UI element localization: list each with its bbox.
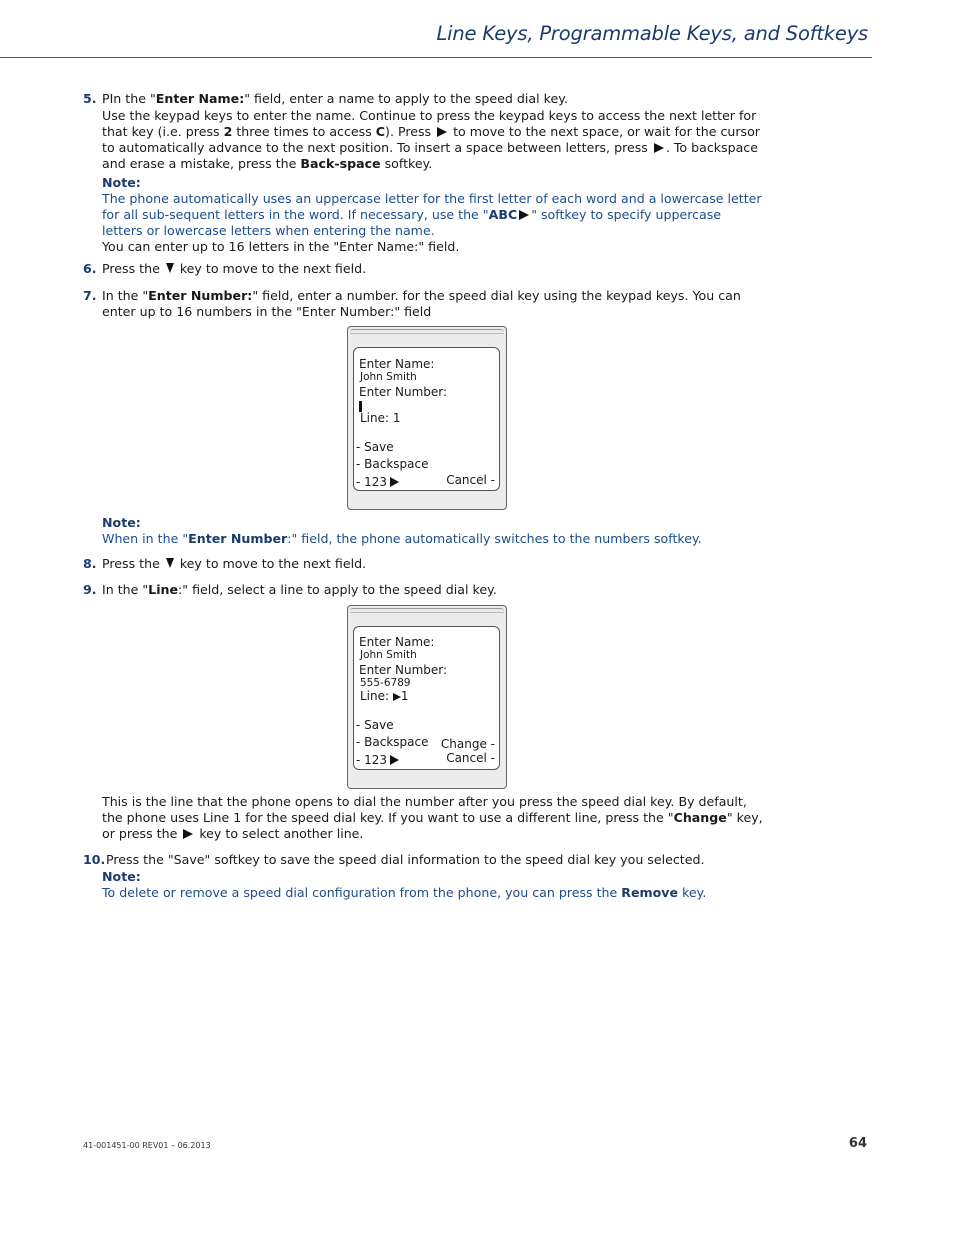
numbers-softkey[interactable]: - 123	[356, 475, 399, 489]
step-number: 7.	[83, 288, 97, 303]
note-label: Note:	[102, 175, 141, 190]
save-softkey[interactable]: - Save	[356, 440, 394, 454]
change-softkey[interactable]: Change -	[440, 737, 495, 751]
right-arrow-icon	[654, 143, 664, 153]
backspace-softkey[interactable]: - Backspace	[356, 735, 429, 749]
right-arrow-icon	[390, 477, 399, 487]
step-number: 5.	[83, 91, 97, 106]
right-arrow-icon	[390, 755, 399, 765]
note-text: When in the "Enter Number:" field, the phone automatically switches to the numbers softkey.	[102, 531, 702, 546]
backspace-softkey[interactable]: - Backspace	[356, 457, 429, 471]
step-5-instruction: PIn the "Enter Name:" field, enter a name to apply to the speed dial key.	[102, 91, 568, 106]
note-label: Note:	[102, 515, 141, 530]
name-value: John Smith	[360, 649, 417, 661]
name-value: John Smith	[360, 371, 417, 383]
numbers-softkey[interactable]: - 123	[356, 753, 399, 767]
enter-number-label: Enter Number:	[359, 663, 448, 677]
step-number: 6.	[83, 261, 97, 276]
step-9: 9. In the "Line:" field, select a line to apply to the speed dial key.	[83, 582, 497, 597]
enter-number-label: Enter Number:	[359, 385, 448, 399]
line-field: Line: 1	[360, 411, 401, 425]
document-code: 41-001451-00 REV01 – 06.2013	[83, 1141, 211, 1150]
note-enter-number	[83, 515, 763, 547]
save-softkey[interactable]: - Save	[356, 718, 394, 732]
step-9-explanation: This is the line that the phone opens to dial the number after you press the speed dial key. By default, the phone uses Line 1 for the speed dial key. If you want to use a different line, press the "Change" key, or press the key to select another line.	[102, 794, 763, 841]
step-5-limit: You can enter up to 16 letters in the "Enter Name:" field.	[102, 239, 460, 254]
step-6: 6. Press the key to move to the next field.	[83, 261, 367, 276]
right-arrow-icon	[519, 210, 529, 220]
enter-name-label: Enter Name:	[359, 357, 435, 371]
number-value: 555-6789	[360, 677, 411, 689]
note-text: To delete or remove a speed dial configuration from the phone, you can press the Remove key.	[102, 885, 707, 900]
phone-screen-enter-number	[347, 326, 507, 510]
note-text: The phone automatically uses an uppercase letter for the first letter of each word and a lowercase letter for all sub-sequent letters in the word. If necessary, use the "ABC " softkey to specify uppercase letters or lowercase letters when entering the name.	[102, 191, 762, 238]
down-arrow-icon	[166, 558, 174, 568]
step-number: 9.	[83, 582, 97, 597]
step-7: 7. In the "Enter Number:" field, enter a number. for the speed dial key using the keypad keys. You can enter up to 16 numbers in the "Enter Number:" field	[83, 288, 741, 319]
down-arrow-icon	[166, 263, 174, 273]
step-5	[83, 91, 763, 255]
cancel-softkey[interactable]: Cancel -	[446, 751, 495, 765]
page-header-title: Line Keys, Programmable Keys, and Softkeys	[436, 22, 868, 45]
step-number: 8.	[83, 556, 97, 571]
phone-display	[353, 626, 500, 770]
step-5-detail: Use the keypad keys to enter the name. Continue to press the keypad keys to access the next letter for that key (i.e. press 2 three times to access C). Press to move to the next space, or wait for the cursor to automatically advance to the next position. To insert a space between letters, press . To backspace and erase a mistake, press the Back-space softkey.	[102, 108, 760, 171]
phone-screen-line-select	[347, 605, 507, 789]
line-field: Line: 1	[360, 689, 409, 703]
right-arrow-icon	[437, 127, 447, 137]
phone-display	[353, 347, 500, 491]
enter-name-label: Enter Name:	[359, 635, 435, 649]
cancel-softkey[interactable]: Cancel -	[446, 473, 495, 487]
note-label: Note:	[102, 869, 141, 884]
step-8: 8. Press the key to move to the next field.	[83, 556, 367, 571]
step-10: 10. Press the "Save" softkey to save the speed dial information to the speed dial key you selected. Note: To delete or remove a speed dial configuration from the phone, you can press the Remove key.	[83, 852, 763, 901]
page-number: 64	[848, 1136, 867, 1151]
header-divider	[0, 57, 872, 58]
step-number: 10.	[83, 852, 106, 867]
right-arrow-icon	[183, 829, 193, 839]
right-arrow-icon	[393, 693, 401, 701]
